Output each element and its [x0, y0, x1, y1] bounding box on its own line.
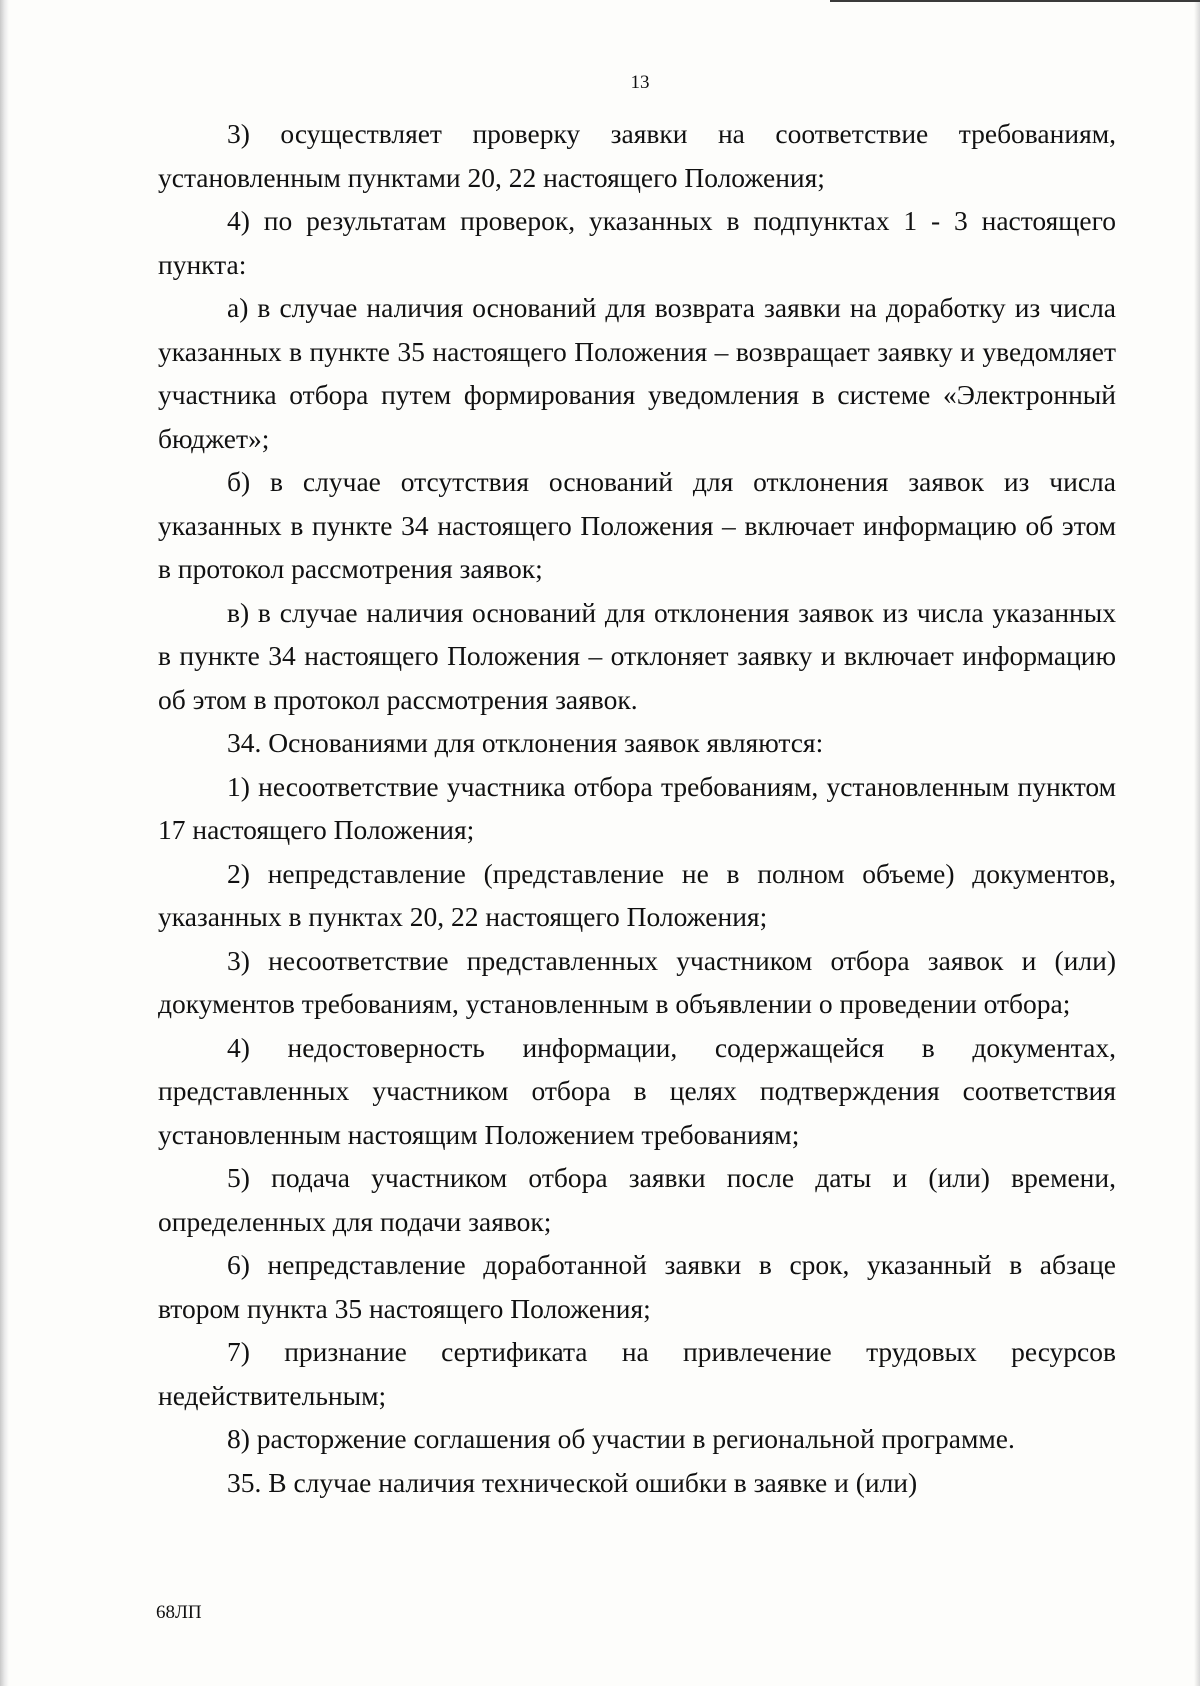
paragraph-section-34: 34. Основаниями для отклонения заявок являются: [227, 727, 824, 758]
paragraph-reason-5: 5) подача участником отбора заявки после даты и (или) времени, определенных для подачи заявок; [158, 1162, 1116, 1237]
paragraph-item-4: 4) по результатам проверок, указанных в подпунктах 1 - 3 настоящего пункта: [158, 205, 1116, 280]
paragraph-reason-6: 6) непредставление доработанной заявки в срок, указанный в абзаце втором пункта 35 настоящего Положения; [158, 1249, 1116, 1324]
scan-edge-right [1194, 0, 1200, 1686]
page-number: 13 [630, 72, 650, 93]
paragraph-reason-4: 4) недостоверность информации, содержащейся в документах, представленных участником отбора в целях подтверждения соответствия установленным настоящим Положением требованиям; [158, 1031, 1116, 1150]
paragraph-reason-3: 3) несоответствие представленных участником отбора заявок и (или) документов требованиям, установленным в объявлении о проведении отбора; [158, 944, 1116, 1019]
paragraph-subitem-b: б) в случае отсутствия оснований для отклонения заявок из числа указанных в пункте 34 настоящего Положения – включает информацию об этом в протокол рассмотрения заявок; [158, 466, 1116, 584]
scan-line-top [830, 0, 1200, 2]
paragraph-item-3: 3) осуществляет проверку заявки на соответствие требованиям, установленным пунктами 20, 22 настоящего Положения; [158, 118, 1116, 193]
paragraph-section-35: 35. В случае наличия технической ошибки в заявке и (или) [227, 1466, 918, 1498]
paragraph-subitem-a: а) в случае наличия оснований для возврата заявки на доработку из числа указанных в пункте 35 настоящего Положения – возвращает заявку и уведомляет участника отбора путем формирования уведомления в системе «Электронный бюджет»; [158, 292, 1116, 454]
paragraph-subitem-v: в) в случае наличия оснований для отклонения заявок из числа указанных в пункте 34 настоящего Положения – отклоняет заявку и включает информацию об этом в протокол рассмотрения заявок. [158, 596, 1116, 715]
paragraph-reason-8: 8) расторжение соглашения об участии в региональной программе. [227, 1423, 1015, 1454]
paragraph-reason-2: 2) непредставление (представление не в полном объеме) документов, указанных в пунктах 20, 22 настоящего Положения; [158, 857, 1116, 932]
document-body [158, 112, 1116, 1504]
paragraph-reason-1: 1) несоответствие участника отбора требованиям, установленным пунктом 17 настоящего Положения; [158, 770, 1116, 845]
scan-edge-left [0, 0, 9, 1686]
footer-code: 68ЛП [156, 1602, 202, 1623]
paragraph-reason-7: 7) признание сертификата на привлечение трудовых ресурсов недействительным; [158, 1336, 1116, 1411]
